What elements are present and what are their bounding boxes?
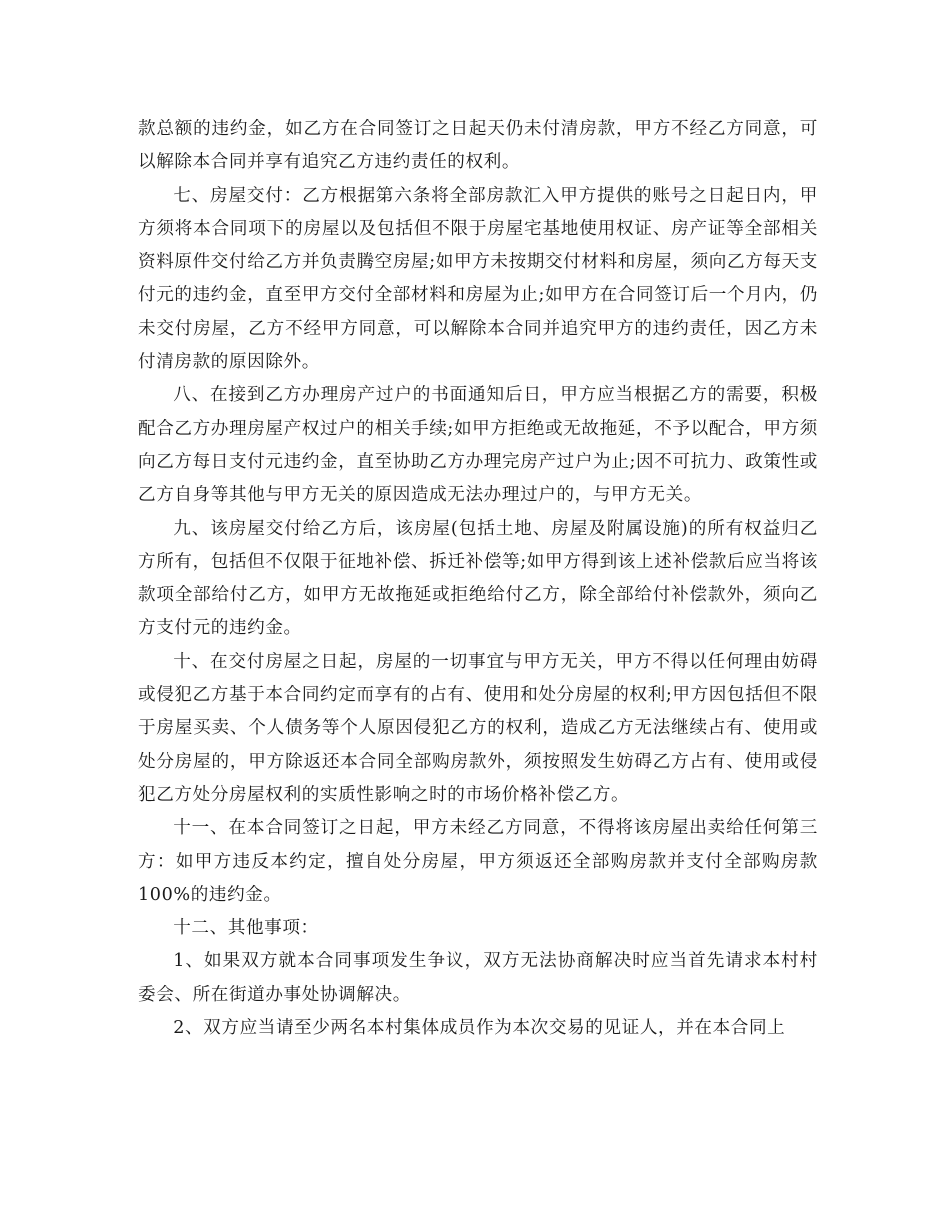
document-body xyxy=(138,113,818,1045)
paragraph-clause-11: 十一、在本合同签订之日起，甲方未经乙方同意，不得将该房屋出卖给任何第三方：如甲方违反本约定，擅自处分房屋，甲方须返还全部购房款并支付全部购房款100%的违约金。 xyxy=(138,818,818,905)
paragraph-item-1: 1、如果双方就本合同事项发生争议，双方无法协商解决时应当首先请求本村村委会、所在街道办事处协调解决。 xyxy=(138,951,818,1005)
paragraph-continuation: 款总额的违约金，如乙方在合同签订之日起天仍未付清房款，甲方不经乙方同意，可以解除本合同并享有追究乙方违约责任的权利。 xyxy=(138,119,818,173)
paragraph-clause-7: 七、房屋交付：乙方根据第六条将全部房款汇入甲方提供的账号之日起日内，甲方须将本合同项下的房屋以及包括但不限于房屋宅基地使用权证、房产证等全部相关资料原件交付给乙方并负责腾空房屋;如甲方未按期交付材料和房屋，须向乙方每天支付元的违约金，直至甲方交付全部材料和房屋为止;如甲方在合同签订后一个月内，仍未交付房屋，乙方不经甲方同意，可以解除本合同并追究甲方的违约责任，因乙方未付清房款的原因除外。 xyxy=(138,185,818,373)
paragraph-clause-10: 十、在交付房屋之日起，房屋的一切事宜与甲方无关，甲方不得以任何理由妨碍或侵犯乙方基于本合同约定而享有的占有、使用和处分房屋的权利;甲方因包括但不限于房屋买卖、个人债务等个人原因侵犯乙方的权利，造成乙方无法继续占有、使用或处分房屋的，甲方除返还本合同全部购房款外，须按照发生妨碍乙方占有、使用或侵犯乙方处分房屋权利的实质性影响之时的市场价格补偿乙方。 xyxy=(138,651,818,805)
paragraph-clause-8: 八、在接到乙方办理房产过户的书面通知后日，甲方应当根据乙方的需要，积极配合乙方办理房屋产权过户的相关手续;如甲方拒绝或无故拖延，不予以配合，甲方须向乙方每日支付元违约金，直至协助乙方办理完房产过户为止;因不可抗力、政策性或乙方自身等其他与甲方无关的原因造成无法办理过户的，与甲方无关。 xyxy=(138,385,818,506)
paragraph-item-2: 2、双方应当请至少两名本村集体成员作为本次交易的见证人，并在本合同上 xyxy=(173,1018,786,1039)
paragraph-clause-12-heading: 十二、其他事项： xyxy=(173,918,319,939)
paragraph-clause-9: 九、该房屋交付给乙方后，该房屋(包括土地、房屋及附属设施)的所有权益归乙方所有，包括但不仅限于征地补偿、拆迁补偿等;如甲方得到该上述补偿款后应当将该款项全部给付乙方，如甲方无故拖延或拒绝给付乙方，除全部给付补偿款外，须向乙方支付元的违约金。 xyxy=(138,518,818,639)
